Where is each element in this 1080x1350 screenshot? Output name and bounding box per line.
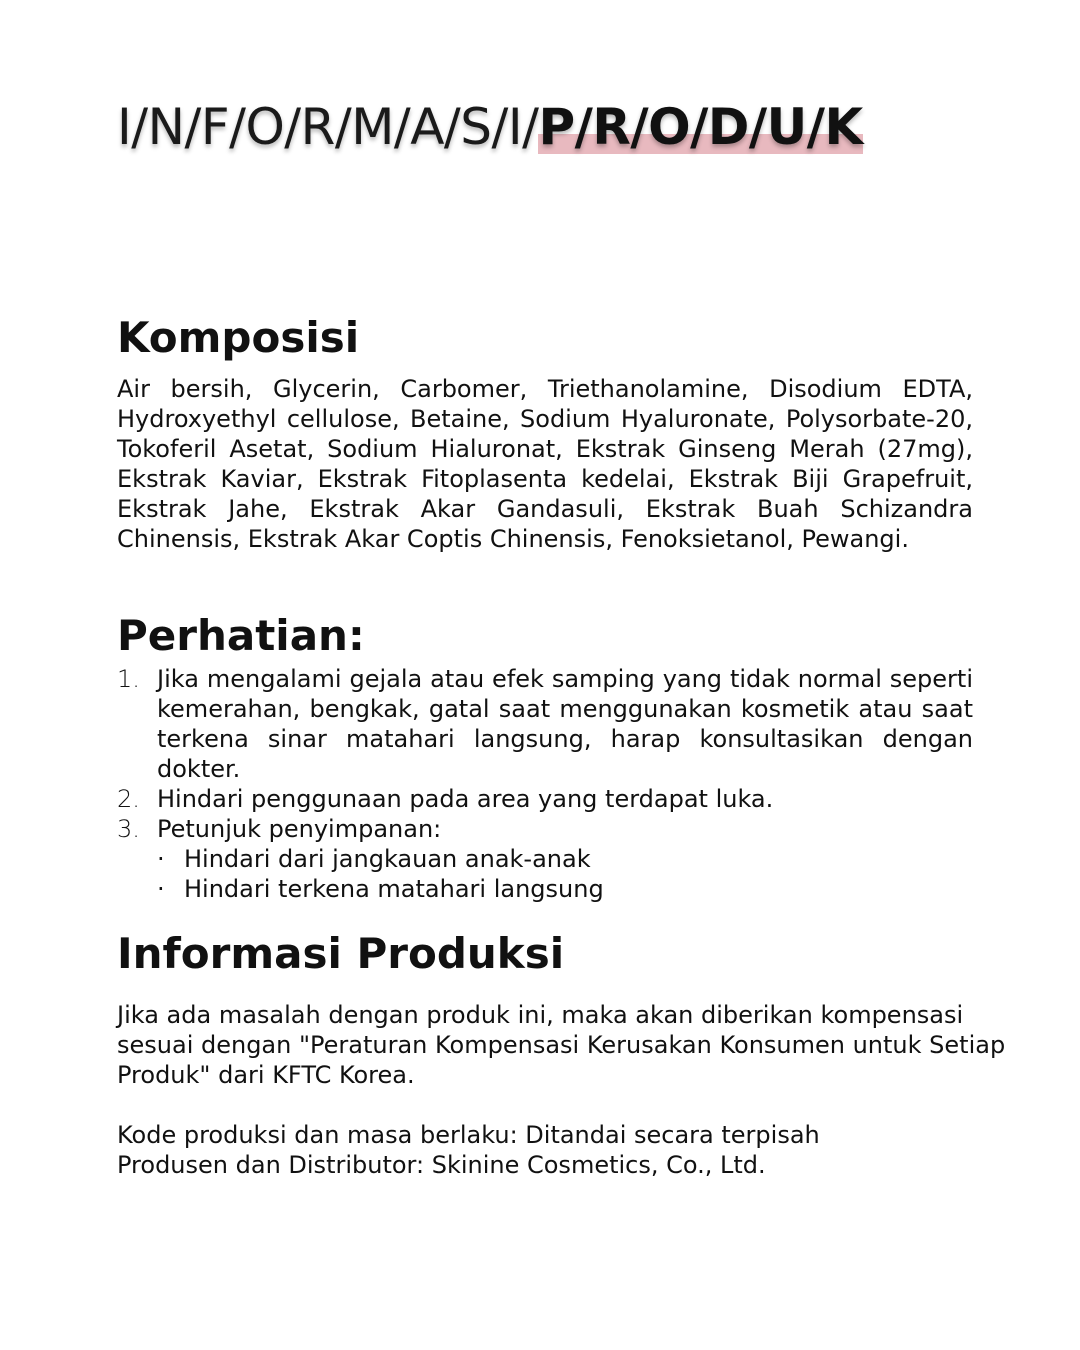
informasi-paragraph: Jika ada masalah dengan produk ini, maka akan diberikan kompensasi sesuai dengan "Peraturan Kompensasi Kerusakan Konsumen untuk Setiap Produk" dari KFTC Korea. (117, 1001, 1006, 1089)
storage-item-text: Hindari terkena matahari langsung (184, 875, 604, 903)
producer-line: Produsen dan Distributor: Skinine Cosmetics, Co., Ltd. (117, 1151, 766, 1179)
komposisi-text: Air bersih, Glycerin, Carbomer, Triethanolamine, Disodium EDTA, Hydroxyethyl cellulose, Betaine, Sodium Hyaluronate, Polysorbate-20, Tokoferil Asetat, Sodium Hialuronat, Ekstrak Ginseng Merah (27mg), Ekstrak Kaviar, Ekstrak Fitoplasenta kedelai, Ekstrak Biji Grapefruit, Ekstrak Jahe, Ekstrak Akar Gandasuli, Ekstrak Buah Schizandra Chinensis, Ekstrak Akar Coptis Chinensis, Fenoksietanol, Pewangi. (117, 375, 973, 553)
page-title (117, 92, 863, 162)
storage-item (157, 844, 973, 874)
perhatian-list (117, 664, 973, 904)
informasi-section (117, 928, 1006, 1180)
list-item-number: 1. (117, 665, 140, 693)
perhatian-section (117, 610, 973, 904)
list-item-text: Petunjuk penyimpanan: (157, 815, 442, 843)
list-item-text: Jika mengalami gejala atau efek samping yang tidak normal seperti kemerahan, bengkak, gatal saat menggunakan kosmetik atau saat terkena sinar matahari langsung, harap konsultasikan dengan dokter. (157, 665, 973, 783)
spacer (117, 1090, 973, 1120)
komposisi-heading: Komposisi (117, 313, 360, 362)
production-code-line: Kode produksi dan masa berlaku: Ditandai secara terpisah (117, 1121, 820, 1149)
list-item-number: 2. (117, 785, 140, 813)
storage-item-text: Hindari dari jangkauan anak-anak (184, 845, 591, 873)
list-item (117, 784, 973, 814)
storage-item (157, 874, 973, 904)
list-item (117, 664, 973, 784)
komposisi-section (117, 312, 973, 554)
perhatian-heading: Perhatian: (117, 611, 365, 660)
informasi-heading: Informasi Produksi (117, 929, 565, 978)
bullet-icon: · (157, 845, 165, 873)
bullet-icon: · (157, 875, 165, 903)
title-bold-part: P/R/O/D/U/K (538, 98, 863, 156)
list-item (117, 814, 973, 904)
storage-sublist (157, 844, 973, 904)
title-light-part: I/N/F/O/R/M/A/S/I/ (117, 98, 539, 156)
list-item-text: Hindari penggunaan pada area yang terdapat luka. (157, 785, 774, 813)
list-item-number: 3. (117, 815, 140, 843)
